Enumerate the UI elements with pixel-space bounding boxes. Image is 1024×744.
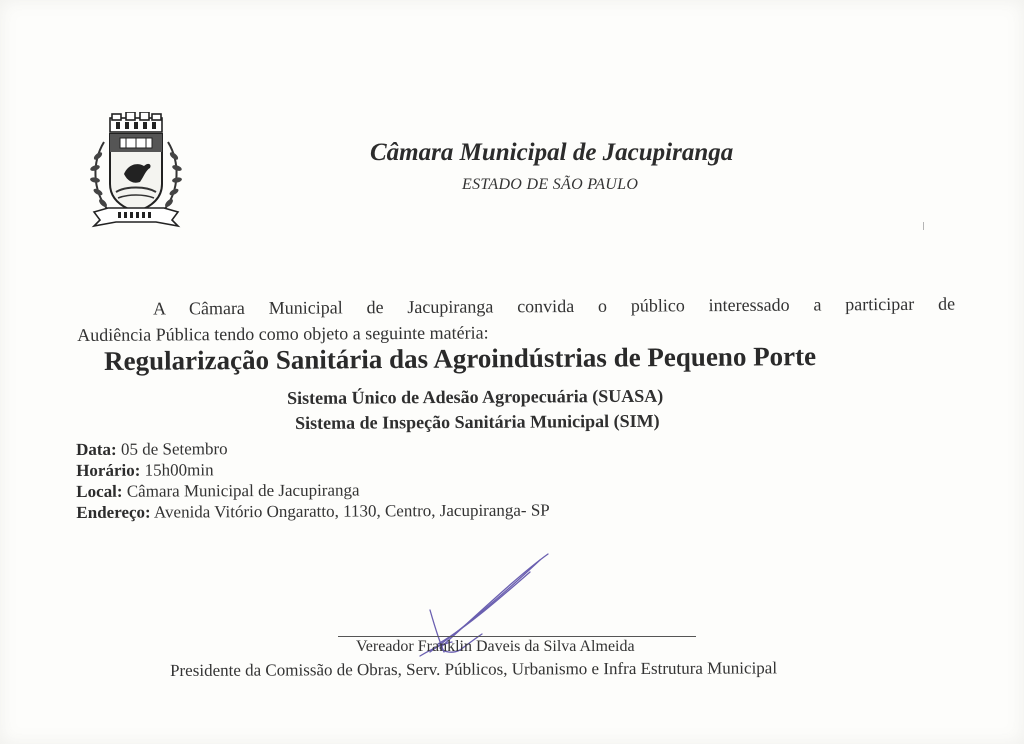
invitation-line-1: A Câmara Municipal de Jacupiranga convida o público interessado a participar de	[153, 293, 956, 319]
detail-date-value: 05 de Setembro	[116, 439, 228, 459]
page-subtitle: ESTADO DE SÃO PAULO	[462, 176, 639, 193]
detail-place	[76, 479, 549, 502]
signature-line	[338, 636, 696, 637]
detail-time	[76, 458, 549, 481]
municipal-coat-of-arms-icon	[86, 112, 186, 230]
detail-time-label: Horário:	[76, 460, 141, 480]
detail-address-label: Endereço:	[76, 502, 151, 522]
detail-place-label: Local:	[76, 481, 123, 501]
invitation-paragraph	[77, 291, 955, 348]
detail-address-value: Avenida Vitório Ongaratto, 1130, Centro, Jacupiranga- SP	[150, 500, 550, 522]
detail-date	[76, 437, 549, 460]
signer-name: Vereador Franklin Daveis da Silva Almeida	[356, 638, 635, 655]
detail-address	[76, 500, 549, 523]
invitation-line-2: Audiência Pública tendo como objeto a seguinte matéria:	[77, 322, 489, 345]
detail-date-label: Data:	[76, 439, 117, 459]
event-details	[76, 437, 550, 523]
scan-speck	[923, 222, 924, 230]
signer-role: Presidente da Comissão de Obras, Serv. Públicos, Urbanismo e Infra Estrutura Municipal	[170, 658, 778, 680]
detail-place-value: Câmara Municipal de Jacupiranga	[122, 480, 360, 501]
subject-title: Regularização Sanitária das Agroindústrias de Pequeno Porte	[104, 341, 817, 376]
page-title: Câmara Municipal de Jacupiranga	[370, 139, 734, 166]
subject-system-sim: Sistema de Inspeção Sanitária Municipal (SIM)	[295, 410, 660, 433]
detail-time-value: 15h00min	[140, 460, 214, 480]
subject-system-suasa: Sistema Único de Adesão Agropecuária (SUASA)	[287, 385, 664, 408]
